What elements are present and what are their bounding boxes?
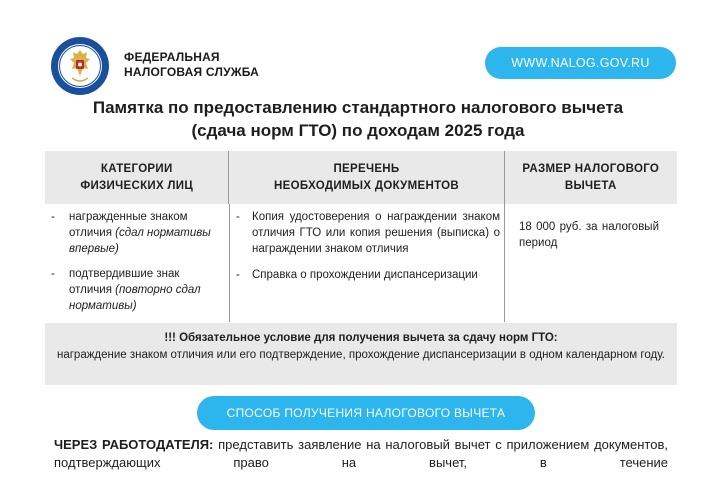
list-item: - Копия удостоверения о награждении знаком отличия ГТО или копия решения (выписка) о награждении знаком отличия bbox=[236, 211, 500, 255]
condition-title: !!! Обязательное условие для получения вычета за сдачу норм ГТО: bbox=[164, 332, 558, 344]
website-button[interactable]: WWW.NALOG.GOV.RU bbox=[485, 47, 676, 79]
column-header-line: КАТЕГОРИИ bbox=[100, 162, 173, 175]
via-employer-label: ЧЕРЕЗ РАБОТОДАТЕЛЯ: bbox=[54, 437, 214, 452]
org-name-line1: ФЕДЕРАЛЬНАЯ bbox=[124, 50, 220, 64]
page-title-line2: (сдача норм ГТО) по доходам 2025 года bbox=[191, 121, 525, 140]
method-button[interactable]: СПОСОБ ПОЛУЧЕНИЯ НАЛОГОВОГО ВЫЧЕТА bbox=[197, 396, 535, 430]
list-item: - Справка о прохождении диспансеризации bbox=[236, 269, 478, 281]
amount-text: 18 000 руб. за налоговый период bbox=[519, 221, 659, 249]
category-text: подтвердившие знак отличия bbox=[69, 268, 180, 296]
page-title bbox=[30, 96, 686, 142]
column-header-line: РАЗМЕР НАЛОГОВОГО bbox=[522, 163, 660, 175]
category-note: (сдал нормативы впервые) bbox=[69, 227, 211, 255]
org-name-line2: НАЛОГОВАЯ СЛУЖБА bbox=[124, 65, 260, 79]
via-employer-body: представить заявление на налоговый вычет с приложением документов, подтверждающих право на вычет, в течение bbox=[54, 437, 668, 470]
via-employer-text bbox=[54, 436, 668, 472]
column-header-line: НЕОБХОДИМЫХ ДОКУМЕНТОВ bbox=[274, 179, 459, 192]
list-item: - подтвердившие знак отличия (повторно сдал нормативы) bbox=[51, 268, 201, 312]
categories-cell bbox=[45, 204, 229, 322]
org-name bbox=[124, 50, 259, 80]
column-header-categories bbox=[45, 151, 228, 204]
condition-text: награждение знаком отличия или его подтверждение, прохождение диспансеризации в одном календарном году. bbox=[56, 349, 665, 361]
category-text: награжденные знаком отличия bbox=[69, 211, 188, 239]
column-header-amount bbox=[504, 151, 677, 204]
document-text: Копия удостоверения о награждении знаком отличия ГТО или копия решения (выписка) о награждении знаком отличия bbox=[252, 211, 500, 255]
column-header-line: ВЫЧЕТА bbox=[564, 180, 617, 192]
condition-box bbox=[45, 323, 677, 385]
table-row bbox=[45, 204, 677, 322]
list-item: - награжденные знаком отличия (сдал нормативы впервые) bbox=[51, 211, 211, 255]
documents-cell bbox=[229, 204, 504, 322]
column-header-line: ПЕРЕЧЕНЬ bbox=[333, 162, 400, 175]
column-header-line: ФИЗИЧЕСКИХ ЛИЦ bbox=[80, 179, 194, 192]
column-header-documents bbox=[228, 151, 503, 204]
deduction-table bbox=[45, 151, 677, 322]
amount-cell bbox=[504, 204, 677, 322]
document-text: Справка о прохождении диспансеризации bbox=[252, 269, 478, 281]
fns-emblem-icon bbox=[50, 36, 110, 96]
page-title-line1: Памятка по предоставлению стандартного налогового вычета bbox=[92, 98, 624, 117]
category-note: (повторно сдал нормативы) bbox=[69, 284, 201, 312]
table-header bbox=[45, 151, 677, 204]
